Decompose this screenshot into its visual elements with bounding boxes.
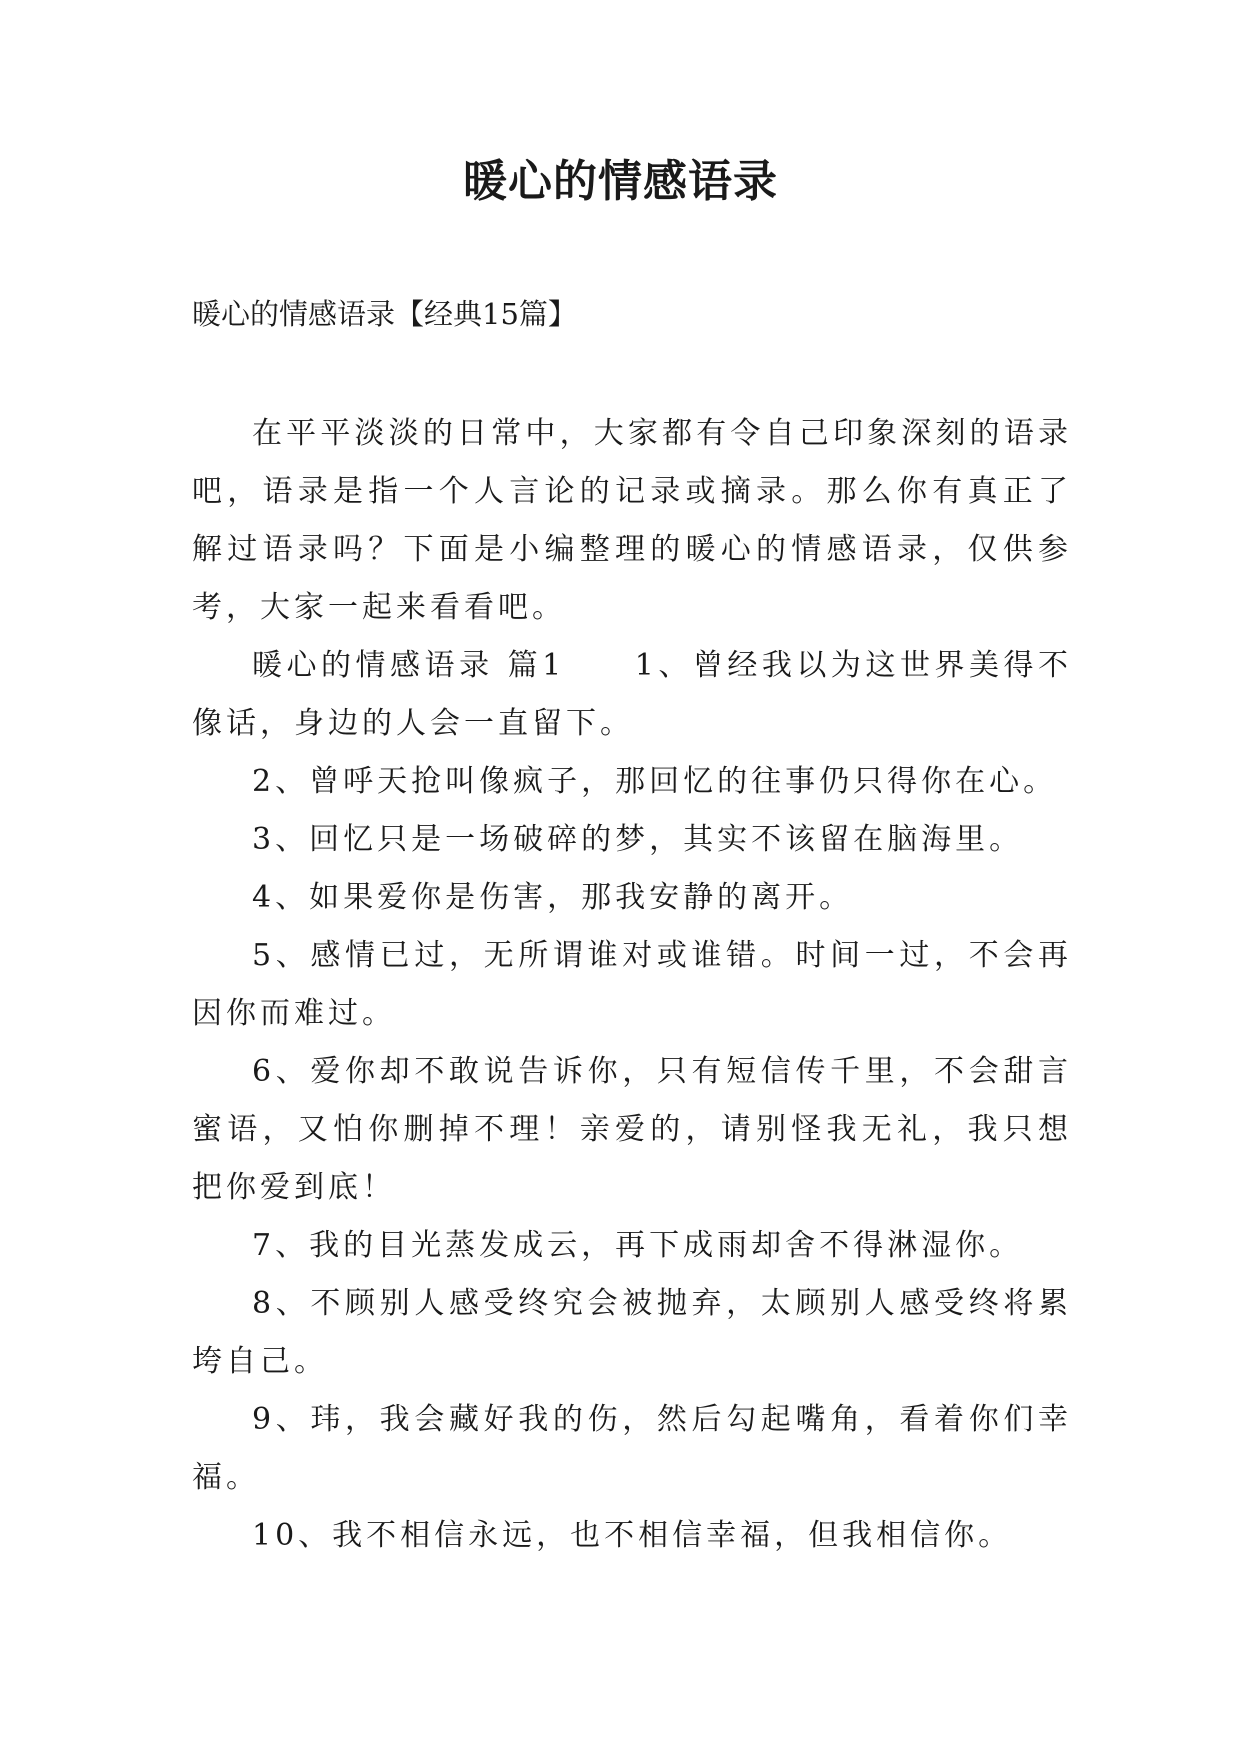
quote-paragraph: 8、不顾别人感受终究会被抛弃，太顾别人感受终将累垮自己。 — [192, 1286, 1072, 1379]
document-subtitle: 暖心的情感语录【经典15篇】 — [192, 297, 577, 331]
quote-paragraph: 9、玮，我会藏好我的伤，然后勾起嘴角，看着你们幸福。 — [192, 1402, 1072, 1495]
document-title: 暖心的情感语录 — [463, 156, 778, 207]
quote-paragraph: 暖心的情感语录 篇1 1、曾经我以为这世界美得不像话，身边的人会一直留下。 — [192, 648, 1072, 741]
quote-paragraph: 7、我的目光蒸发成云，再下成雨却舍不得淋湿你。 — [252, 1228, 1024, 1263]
quote-paragraph: 4、如果爱你是伤害，那我安静的离开。 — [252, 880, 854, 915]
quote-paragraph: 6、爱你却不敢说告诉你，只有短信传千里，不会甜言蜜语，又怕你删掉不理！亲爱的，请别怪我无礼，我只想把你爱到底！ — [192, 1054, 1072, 1205]
quote-paragraph: 2、曾呼天抢叫像疯子，那回忆的往事仍只得你在心。 — [252, 764, 1058, 799]
quote-paragraph: 10、我不相信永远，也不相信幸福，但我相信你。 — [252, 1518, 1013, 1553]
intro-paragraph: 在平平淡淡的日常中，大家都有令自己印象深刻的语录吧，语录是指一个人言论的记录或摘录。那么你有真正了解过语录吗？下面是小编整理的暖心的情感语录，仅供参考，大家一起来看看吧。 — [192, 416, 1072, 625]
quote-paragraph: 5、感情已过，无所谓谁对或谁错。时间一过，不会再因你而难过。 — [192, 938, 1072, 1031]
quote-paragraph: 3、回忆只是一场破碎的梦，其实不该留在脑海里。 — [252, 822, 1024, 857]
document-body — [192, 405, 1072, 1565]
